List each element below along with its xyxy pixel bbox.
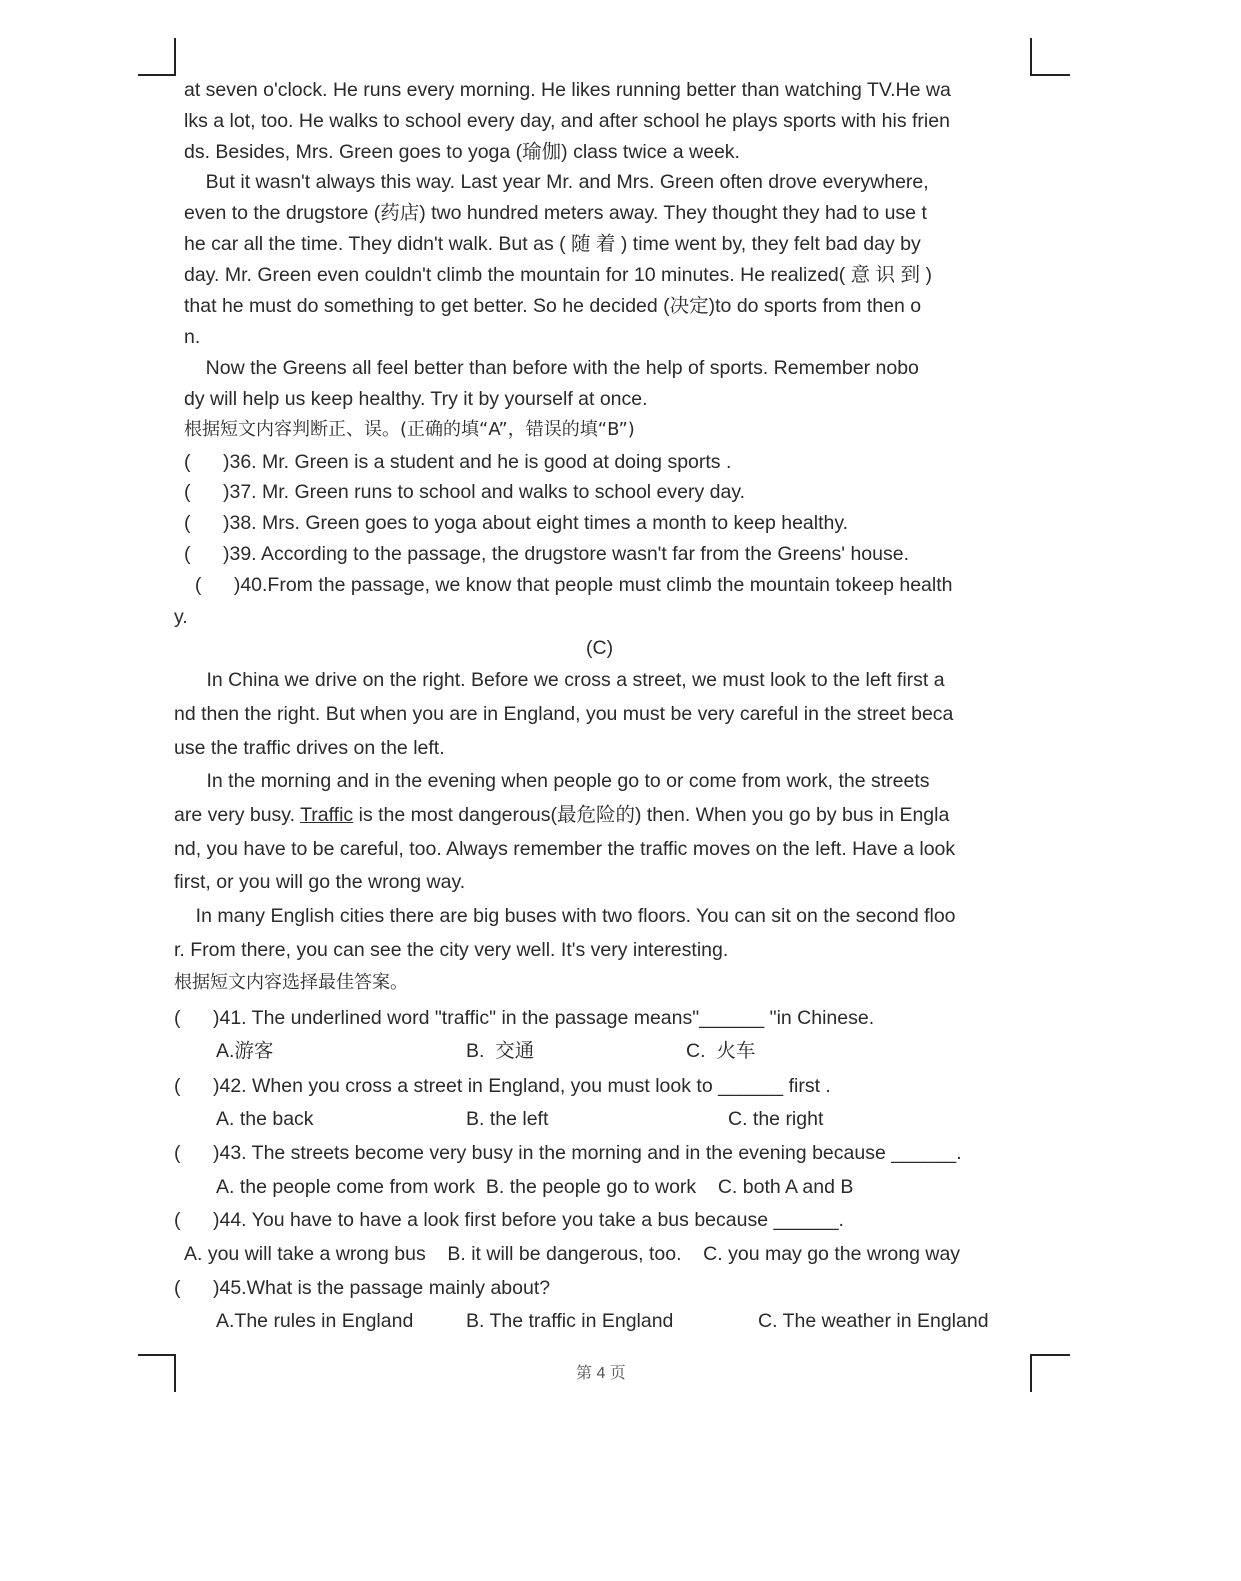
- passage-line: even to the drugstore (药店) two hundred meters away. They thought they had to use t: [184, 202, 927, 224]
- option-41-b: B. 交通: [466, 1040, 535, 1062]
- question-41: ( )41. The underlined word "traffic" in the passage means"______ "in Chinese.: [174, 1007, 875, 1029]
- passage-line: that he must do something to get better. So he decided (决定)to do sports from then o: [184, 295, 922, 317]
- passage-line: [174, 803, 949, 827]
- option-45-c: C. The weather in England: [758, 1310, 989, 1332]
- option-42-c: C. the right: [728, 1108, 824, 1130]
- section-heading: (C): [586, 637, 614, 659]
- passage-line: In many English cities there are big buses with two floors. You can sit on the second floo: [174, 905, 956, 927]
- question-42: ( )42. When you cross a street in England, you must look to ______ first .: [174, 1075, 831, 1097]
- options-43: A. the people come from work B. the people go to work C. both A and B: [216, 1176, 854, 1198]
- passage-line: In China we drive on the right. Before we cross a street, we must look to the left first a: [174, 669, 945, 691]
- section-instruction: 根据短文内容选择最佳答案。: [174, 972, 408, 993]
- question-44: ( )44. You have to have a look first before you take a bus because ______.: [174, 1209, 844, 1231]
- option-45-b: B. The traffic in England: [466, 1310, 674, 1332]
- passage-line: n.: [184, 326, 201, 348]
- passage-line: lks a lot, too. He walks to school every day, and after school he plays sports with his frien: [184, 110, 950, 132]
- passage-line: dy will help us keep healthy. Try it by yourself at once.: [184, 388, 648, 410]
- passage-text: is the most dangerous(最危险的) then. When you go by bus in Engla: [353, 804, 950, 826]
- option-41-c: C. 火车: [686, 1040, 756, 1062]
- passage-line: first, or you will go the wrong way.: [174, 871, 466, 893]
- question-39: ( )39. According to the passage, the drugstore wasn't far from the Greens' house.: [184, 543, 909, 565]
- question-36: ( )36. Mr. Green is a student and he is good at doing sports .: [184, 451, 732, 473]
- crop-mark-bottom-right: [1030, 1354, 1070, 1392]
- question-40-wrap: y.: [174, 606, 188, 628]
- passage-line: ds. Besides, Mrs. Green goes to yoga (瑜伽) class twice a week.: [184, 141, 740, 163]
- section-instruction: 根据短文内容判断正、误。(正确的填“A”，错误的填“B”): [184, 419, 635, 440]
- question-40: ( )40.From the passage, we know that people must climb the mountain tokeep health: [184, 574, 953, 596]
- option-41-a: A.游客: [216, 1040, 274, 1062]
- page-number: 第 4 页: [576, 1365, 626, 1382]
- passage-line: r. From there, you can see the city very well. It's very interesting.: [174, 939, 729, 961]
- passage-line: nd, you have to be careful, too. Always remember the traffic moves on the left. Have a look: [174, 838, 956, 860]
- question-38: ( )38. Mrs. Green goes to yoga about eight times a month to keep healthy.: [184, 512, 849, 534]
- crop-mark-top-left: [138, 38, 176, 76]
- question-45: ( )45.What is the passage mainly about?: [174, 1277, 551, 1299]
- option-45-a: A.The rules in England: [216, 1310, 414, 1332]
- passage-line: Now the Greens all feel better than before with the help of sports. Remember nobo: [184, 357, 919, 379]
- crop-mark-top-right: [1030, 38, 1070, 76]
- passage-line: day. Mr. Green even couldn't climb the mountain for 10 minutes. He realized( 意 识 到 ): [184, 264, 932, 286]
- passage-text: are very busy.: [174, 804, 301, 826]
- underlined-word: Traffic: [300, 804, 354, 826]
- passage-line: nd then the right. But when you are in England, you must be very careful in the street beca: [174, 703, 954, 725]
- passage-line: In the morning and in the evening when people go to or come from work, the streets: [174, 770, 930, 792]
- passage-line: use the traffic drives on the left.: [174, 737, 445, 759]
- crop-mark-bottom-left: [138, 1354, 176, 1392]
- options-44: A. you will take a wrong bus B. it will be dangerous, too. C. you may go the wrong way: [184, 1243, 961, 1265]
- passage-line: But it wasn't always this way. Last year Mr. and Mrs. Green often drove everywhere,: [184, 171, 929, 193]
- option-42-b: B. the left: [466, 1108, 549, 1130]
- passage-line: he car all the time. They didn't walk. But as ( 随 着 ) time went by, they felt bad day by: [184, 233, 921, 255]
- question-37: ( )37. Mr. Green runs to school and walks to school every day.: [184, 481, 746, 503]
- passage-line: at seven o'clock. He runs every morning. He likes running better than watching TV.He wa: [184, 79, 951, 101]
- question-43: ( )43. The streets become very busy in the morning and in the evening because ______.: [174, 1142, 962, 1164]
- option-42-a: A. the back: [216, 1108, 314, 1130]
